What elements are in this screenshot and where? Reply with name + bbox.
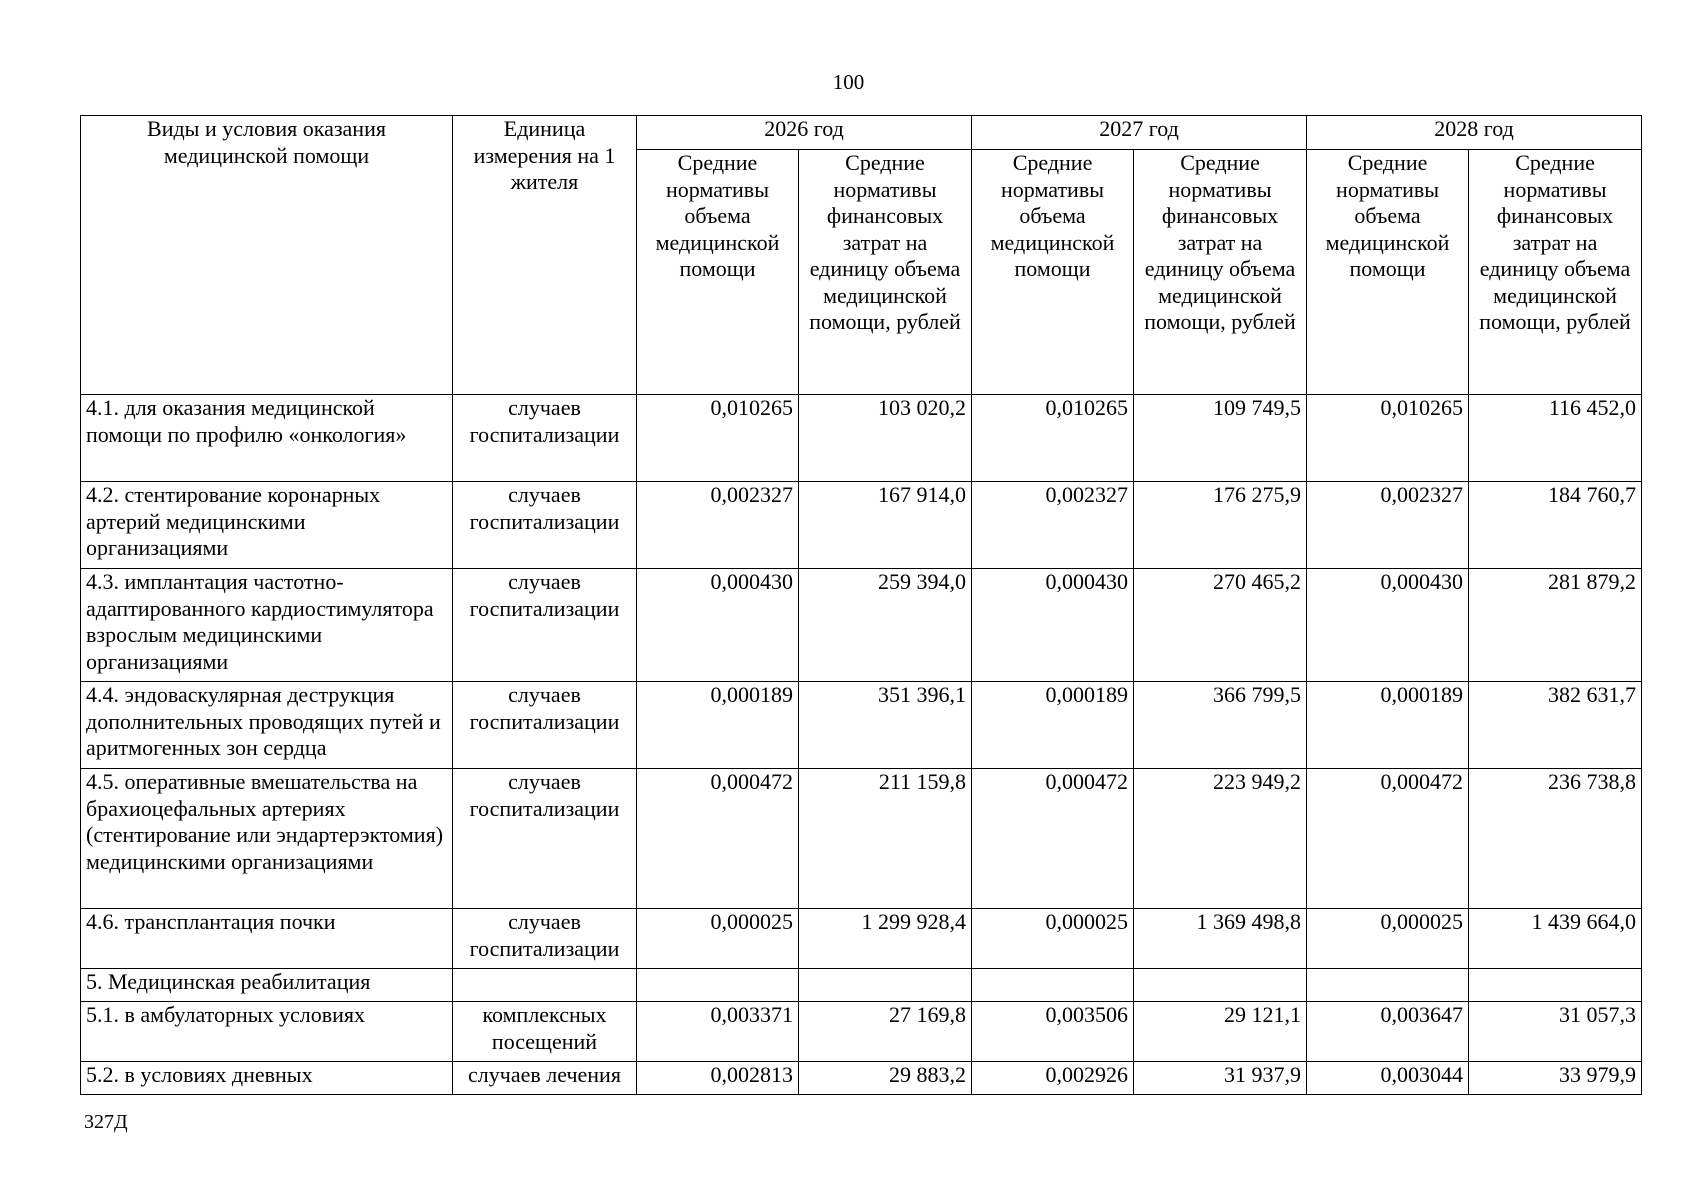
table-row <box>81 395 1642 482</box>
table-row <box>81 1062 1642 1095</box>
cost-2026: 103 020,2 <box>799 395 972 482</box>
row-name: 4.4. эндоваскулярная деструкция дополнительных проводящих путей и аритмогенных зон сердца <box>81 682 453 769</box>
volume-2026: 0,002813 <box>637 1062 799 1095</box>
cost-2028: 236 738,8 <box>1469 769 1642 909</box>
volume-2028: 0,000025 <box>1307 909 1469 969</box>
header-volume-2027: Средние нормативы объема медицинской помощи <box>972 150 1134 395</box>
row-unit: случаев госпитализации <box>453 569 637 682</box>
volume-2027: 0,002327 <box>972 482 1134 569</box>
row-unit: случаев госпитализации <box>453 482 637 569</box>
row-unit: случаев госпитализации <box>453 909 637 969</box>
cost-2027: 29 121,1 <box>1134 1002 1307 1062</box>
table-header <box>81 116 1642 395</box>
row-unit: случаев госпитализации <box>453 769 637 909</box>
volume-2028: 0,002327 <box>1307 482 1469 569</box>
cost-2026: 351 396,1 <box>799 682 972 769</box>
table-row <box>81 909 1642 969</box>
volume-2027: 0,010265 <box>972 395 1134 482</box>
volume-2026: 0,000430 <box>637 569 799 682</box>
row-name: 5. Медицинская реабилитация <box>81 969 453 1002</box>
cost-2027: 109 749,5 <box>1134 395 1307 482</box>
row-unit: случаев госпитализации <box>453 395 637 482</box>
cost-2028: 116 452,0 <box>1469 395 1642 482</box>
row-name: 4.1. для оказания медицинской помощи по профилю «онкология» <box>81 395 453 482</box>
header-volume-2026: Средние нормативы объема медицинской помощи <box>637 150 799 395</box>
volume-2028: 0,003647 <box>1307 1002 1469 1062</box>
cost-2027: 1 369 498,8 <box>1134 909 1307 969</box>
table-row <box>81 682 1642 769</box>
cost-2027: 176 275,9 <box>1134 482 1307 569</box>
header-year-2028: 2028 год <box>1307 116 1642 150</box>
header-cost-2028: Средние нормативы финансовых затрат на единицу объема медицинской помощи, рублей <box>1469 150 1642 395</box>
header-year-2026: 2026 год <box>637 116 972 150</box>
row-name: 4.2. стентирование коронарных артерий медицинскими организациями <box>81 482 453 569</box>
volume-2028: 0,000472 <box>1307 769 1469 909</box>
row-name: 5.1. в амбулаторных условиях <box>81 1002 453 1062</box>
volume-2028: 0,010265 <box>1307 395 1469 482</box>
document-code: 327Д <box>84 1111 128 1133</box>
volume-2027: 0,000189 <box>972 682 1134 769</box>
volume-2027: 0,000472 <box>972 769 1134 909</box>
cost-2027: 223 949,2 <box>1134 769 1307 909</box>
row-name: 4.6. трансплантация почки <box>81 909 453 969</box>
cost-2026: 1 299 928,4 <box>799 909 972 969</box>
row-unit <box>453 969 637 1002</box>
cost-2028: 281 879,2 <box>1469 569 1642 682</box>
table-row <box>81 969 1642 1002</box>
header-volume-2028: Средние нормативы объема медицинской помощи <box>1307 150 1469 395</box>
row-name: 4.3. имплантация частотно-адаптированного кардиостимулятора взрослым медицинскими организациями <box>81 569 453 682</box>
cost-2027: 31 937,9 <box>1134 1062 1307 1095</box>
header-cost-2026: Средние нормативы финансовых затрат на единицу объема медицинской помощи, рублей <box>799 150 972 395</box>
table-row <box>81 569 1642 682</box>
volume-2027: 0,003506 <box>972 1002 1134 1062</box>
volume-2027 <box>972 969 1134 1002</box>
cost-2027: 270 465,2 <box>1134 569 1307 682</box>
volume-2026: 0,000189 <box>637 682 799 769</box>
header-cost-2027: Средние нормативы финансовых затрат на единицу объема медицинской помощи, рублей <box>1134 150 1307 395</box>
row-name: 5.2. в условиях дневных <box>81 1062 453 1095</box>
volume-2028 <box>1307 969 1469 1002</box>
cost-2027: 366 799,5 <box>1134 682 1307 769</box>
volume-2026 <box>637 969 799 1002</box>
cost-2026: 29 883,2 <box>799 1062 972 1095</box>
cost-2028: 184 760,7 <box>1469 482 1642 569</box>
volume-2026: 0,000472 <box>637 769 799 909</box>
volume-2028: 0,000189 <box>1307 682 1469 769</box>
cost-2028: 31 057,3 <box>1469 1002 1642 1062</box>
row-unit: комплексных посещений <box>453 1002 637 1062</box>
volume-2026: 0,003371 <box>637 1002 799 1062</box>
norms-table <box>80 115 1642 1095</box>
volume-2028: 0,000430 <box>1307 569 1469 682</box>
cost-2028: 382 631,7 <box>1469 682 1642 769</box>
volume-2026: 0,002327 <box>637 482 799 569</box>
table-row <box>81 482 1642 569</box>
header-unit: Единица измерения на 1 жителя <box>453 116 637 395</box>
cost-2028 <box>1469 969 1642 1002</box>
cost-2026 <box>799 969 972 1002</box>
row-unit: случаев лечения <box>453 1062 637 1095</box>
volume-2026: 0,010265 <box>637 395 799 482</box>
page-number: 100 <box>832 70 865 94</box>
cost-2026: 27 169,8 <box>799 1002 972 1062</box>
row-unit: случаев госпитализации <box>453 682 637 769</box>
table-row <box>81 1002 1642 1062</box>
volume-2027: 0,002926 <box>972 1062 1134 1095</box>
header-kind: Виды и условия оказания медицинской помощи <box>81 116 453 395</box>
cost-2027 <box>1134 969 1307 1002</box>
cost-2028: 1 439 664,0 <box>1469 909 1642 969</box>
row-name: 4.5. оперативные вмешательства на брахиоцефальных артериях (стентирование или эндартерэктомия) медицинскими организациями <box>81 769 453 909</box>
volume-2027: 0,000430 <box>972 569 1134 682</box>
cost-2028: 33 979,9 <box>1469 1062 1642 1095</box>
header-year-2027: 2027 год <box>972 116 1307 150</box>
cost-2026: 167 914,0 <box>799 482 972 569</box>
volume-2028: 0,003044 <box>1307 1062 1469 1095</box>
cost-2026: 211 159,8 <box>799 769 972 909</box>
table-row <box>81 769 1642 909</box>
volume-2026: 0,000025 <box>637 909 799 969</box>
cost-2026: 259 394,0 <box>799 569 972 682</box>
volume-2027: 0,000025 <box>972 909 1134 969</box>
